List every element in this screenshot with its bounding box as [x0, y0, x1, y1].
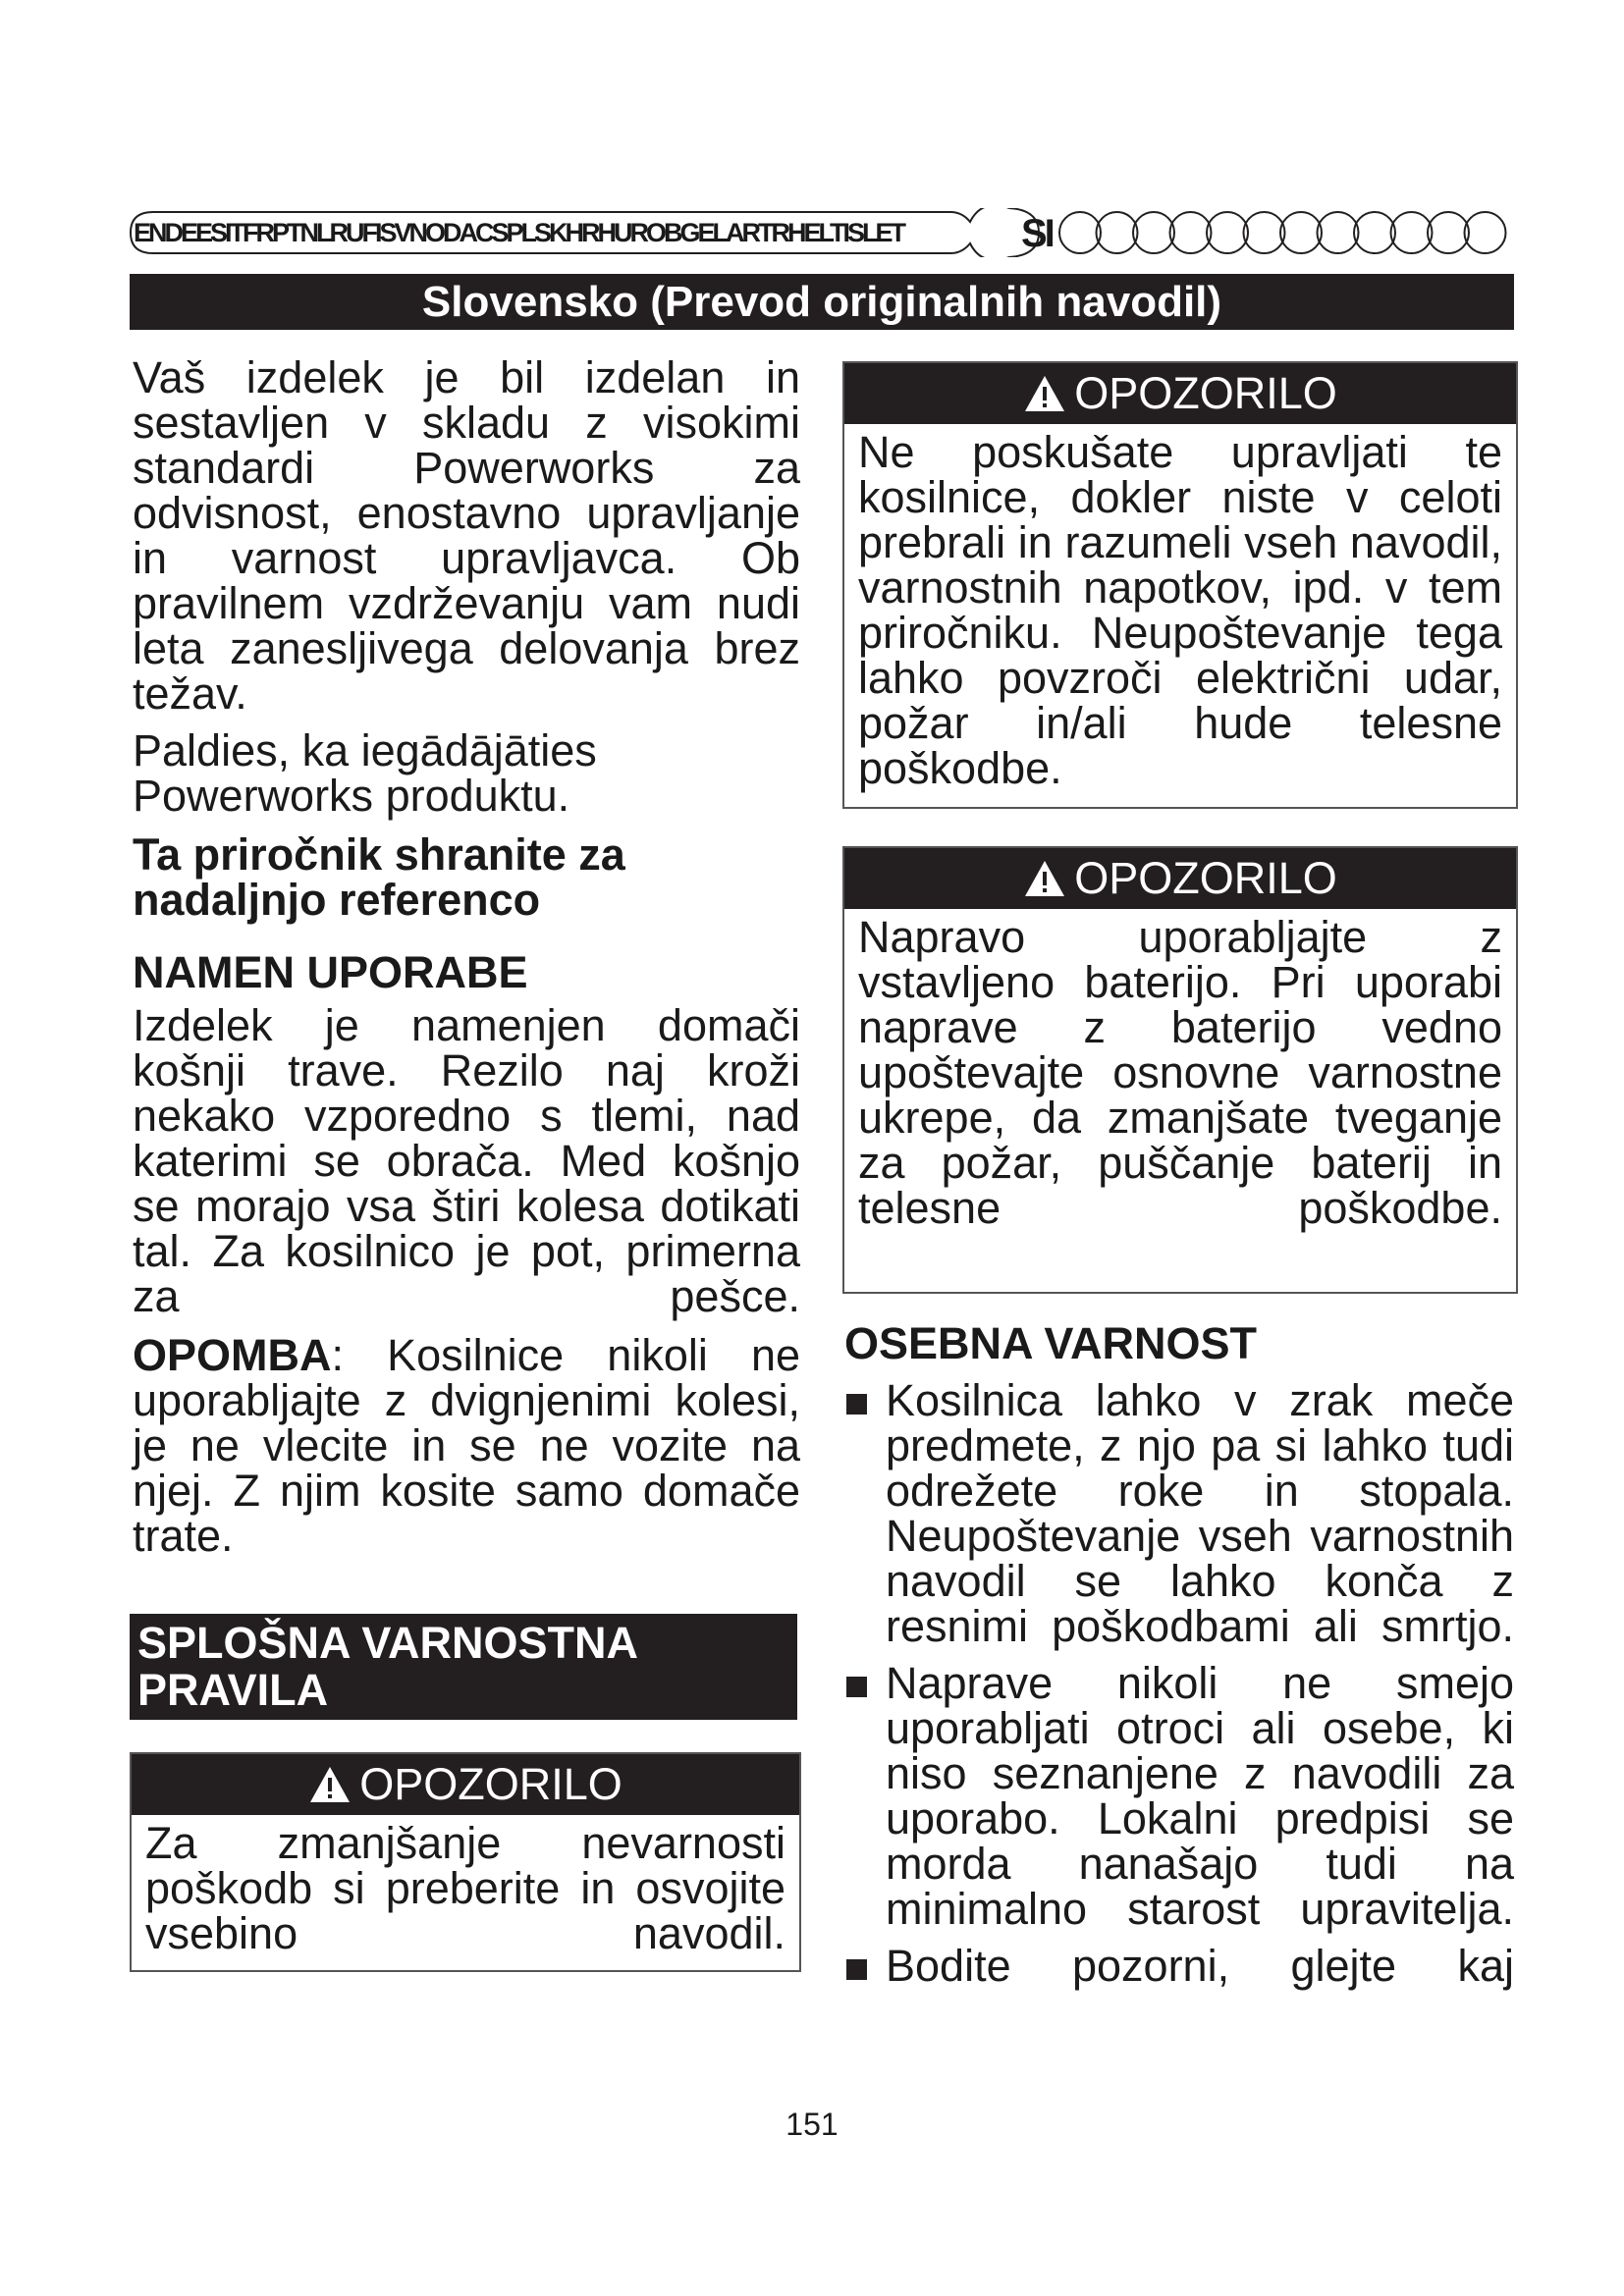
page-number: 151 [785, 2107, 839, 2142]
page-title: Slovensko (Prevod originalnih navodil) [130, 274, 1514, 330]
warning-box-battery [842, 846, 1518, 1294]
general-safety-heading [130, 1614, 797, 1720]
intended-use-text: Izdelek je namenjen domači košnji trave. Rezilo naj kroži nekako vzporedno s tlemi, nad katerimi se obrača. Med košnjo se morajo vsa štiri kolesa dotikati tal. Za kosilnico je pot, primerna za pešce. [133, 1000, 800, 1321]
list-item [844, 1941, 1514, 1991]
warning-triangle-icon [1023, 374, 1066, 413]
language-codes[interactable]: ENDEESITFRPTNLRUFISVNODACSPLSKHRHUROBGELARTRHELTISLET [134, 218, 904, 247]
bullet-square-icon [846, 1394, 867, 1415]
general-safety-heading-line2: PRAVILA [137, 1665, 329, 1715]
bullet-text: Kosilnica lahko v zrak meče predmete, z njo pa si lahko tudi odrežete roke in stopala. Neupoštevanje vseh varnostnih navodil se lahko konča z resnimi poškodbami ali smrtjo. [886, 1375, 1514, 1651]
intro-paragraph: Vaš izdelek je bil izdelan in sestavljen v skladu z visokimi standardi Powerworks za odvisnost, enostavno upravljanje in varnost upravljavca. Ob pravilnem vzdrževanju vam nudi leta zanesljivega delovanja brez težav. [133, 352, 800, 719]
bullet-square-icon [846, 1959, 867, 1980]
empty-language-tab[interactable] [1354, 212, 1395, 253]
bullet-square-icon [846, 1677, 867, 1697]
warning-text: Napravo uporabljajte z vstavljeno baterijo. Pri uporabi naprave z baterijo vedno upoštevajte osnovne varnostne ukrepe, da zmanjšate tveganje za požar, puščanje baterij in telesne poškodbe. [858, 912, 1502, 1233]
note-paragraph [133, 1330, 800, 1561]
intended-use-heading: NAMEN UPORABE [133, 947, 528, 997]
list-item [844, 1375, 1514, 1651]
empty-language-tab[interactable] [1207, 212, 1248, 253]
note-label: OPOMBA [133, 1330, 332, 1380]
empty-language-tab[interactable] [1170, 212, 1212, 253]
warning-header [844, 363, 1516, 424]
empty-language-tab[interactable] [1465, 212, 1506, 253]
empty-language-tab[interactable] [1097, 212, 1138, 253]
general-safety-heading-line1: SPLOŠNA VARNOSTNA [137, 1618, 639, 1668]
warning-box-read-manual [130, 1752, 801, 1972]
warning-title: OPOZORILO [1074, 853, 1337, 903]
warning-triangle-icon [1023, 859, 1066, 898]
empty-language-tab[interactable] [1244, 212, 1285, 253]
warning-text: Ne poskušate upravljati te kosilnice, dokler niste v celoti prebrali in razumeli vseh navodil, varnostnih napotkov, ipd. v tem priročniku. Neupoštevanje tega lahko povzroči električni udar, požar in/ali hude telesne poškodbe. [858, 427, 1502, 793]
warning-text: Za zmanjšanje nevarnosti poškodb si preberite in osvojite vsebino navodil. [145, 1818, 785, 1958]
personal-safety-heading: OSEBNA VARNOST [844, 1318, 1258, 1368]
list-item [844, 1658, 1514, 1934]
empty-language-tab[interactable] [1059, 212, 1101, 253]
empty-language-tab[interactable] [1391, 212, 1433, 253]
warning-header [844, 848, 1516, 909]
language-tabs [126, 208, 1520, 257]
warning-box-operate [842, 361, 1518, 809]
empty-language-tab[interactable] [1318, 212, 1359, 253]
empty-language-tab[interactable] [1280, 212, 1322, 253]
warning-title: OPOZORILO [359, 1759, 623, 1809]
empty-language-tab[interactable] [1133, 212, 1174, 253]
warning-title: OPOZORILO [1074, 368, 1337, 418]
right-column [844, 1318, 1514, 1991]
thanks-paragraph: Paldies, ka iegādājāties Powerworks produktu. [133, 725, 597, 821]
note-text: : Kosilnice nikoli ne uporabljajte z dvignjenimi kolesi, je ne vlecite in se ne vozite na njej. Z njim kosite samo domače trate. [133, 1330, 800, 1561]
bullet-text: Naprave nikoli ne smejo uporabljati otroci ali osebe, ki niso seznanjene z navodili za uporabo. Lokalni predpisi se morda nanašajo tudi na minimalno starost upravitelja. [886, 1658, 1514, 1934]
active-language-tab[interactable]: SI [1021, 212, 1053, 255]
empty-language-tab[interactable] [1428, 212, 1469, 253]
bullet-text: Bodite pozorni, glejte kaj [886, 1941, 1514, 1991]
left-column [133, 352, 800, 1561]
warning-triangle-icon [308, 1765, 352, 1804]
keep-manual-note: Ta priročnik shranite za nadaljnjo referenco [133, 829, 625, 925]
warning-header [132, 1754, 799, 1815]
